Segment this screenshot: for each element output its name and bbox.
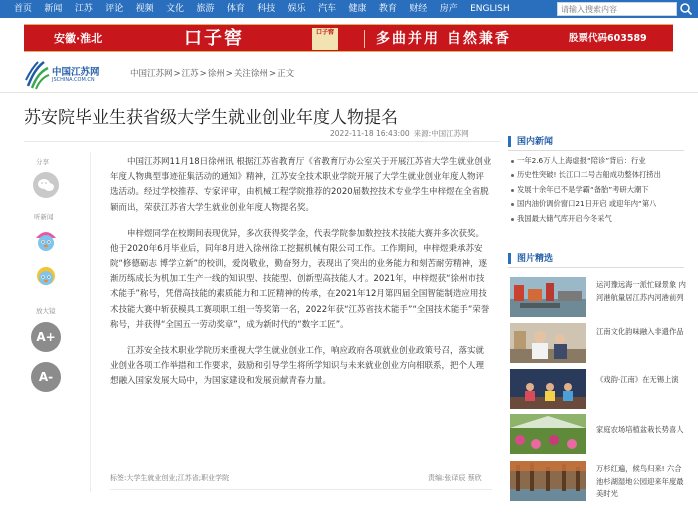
banner-slogan: 多曲并用 自然兼香: [376, 31, 511, 47]
nav-item-video[interactable]: 视频: [135, 4, 154, 14]
article-body: [110, 155, 492, 400]
listen-male-icon: [33, 228, 59, 254]
nav-item-home[interactable]: 首页: [14, 4, 33, 14]
news-list-item[interactable]: 一年2.6万人上海虚报“陪诊”背后：行业: [510, 154, 686, 168]
article-date: 2022-11-18 16:43:00: [330, 129, 410, 138]
photo-caption[interactable]: 家庭农场培植盆栽长势喜人: [596, 425, 684, 434]
font-size-label: 放大镜: [36, 307, 56, 315]
tags-value[interactable]: 大学生就业创业;江苏省;职业学院: [126, 474, 230, 482]
stage-photo-icon: [510, 369, 586, 409]
tags-label: 标签:: [110, 474, 127, 482]
banner-ad[interactable]: [24, 24, 673, 52]
listen-female-voice-button[interactable]: [33, 262, 59, 288]
news-list-item[interactable]: 国内油价调价窗口21日开启 或迎年内“第八: [510, 197, 686, 211]
breadcrumb-item[interactable]: 关注徐州: [233, 69, 268, 79]
font-increase-button[interactable]: A+: [31, 322, 61, 352]
breadcrumb-item[interactable]: 中国江苏网: [130, 69, 173, 79]
photo-caption[interactable]: 万杉红遍，候鸟归来! 六合池杉湖湿地公园迎来年度最美时光: [596, 464, 684, 498]
photo-thumbnail[interactable]: [510, 323, 586, 363]
article-paragraph: 申梓煜同学在校期间表现优异，多次获得奖学金，代表学院参加数控技术技能大赛并多次获奖。他于2020年6月毕业后，同年8月进入徐州徐工挖掘机械有限公司工作。工作期间，申梓煜秉承苏安院“修德砺志 博学立新”的校训，爱岗敬业，勤奋努力，表现出了突出的业务能力和刻苦耐劳精神，逐渐历练成长为机加工生产一线的知识型、技能型、创新型高技能人才。2021年，申梓煜获“徐州市技术能手”称号，凭借高技能的素质能力和工匠精神的传承，在2021年12月第四届全国智能制造应用技术技能大赛中斩获模具工赛项职工组一等奖第一名，2022年获“江苏省技术能手”“全国技术能手”荣誉称号，并获得“全国五一劳动奖章”，成为新时代的“数字工匠”。: [110, 228, 490, 330]
section-marker: [508, 253, 511, 264]
photo-caption[interactable]: 江南文化韵味融入非遗作品: [596, 327, 684, 336]
greenhouse-photo-icon: [510, 414, 586, 454]
listen-male-voice-button[interactable]: [33, 228, 59, 254]
column-divider: [90, 152, 91, 492]
news-list-item[interactable]: 发展十余年已不是学霸“备胎”考研大潮下: [510, 183, 686, 197]
photo-thumbnail[interactable]: [510, 414, 586, 454]
nav-item-realestate[interactable]: 房产: [439, 4, 458, 14]
nav-item-news[interactable]: 新闻: [44, 4, 63, 14]
nav-item-comment[interactable]: 评论: [105, 4, 124, 14]
domestic-news-title[interactable]: 国内新闻: [517, 137, 554, 147]
banner-stock: 股票代码603589: [569, 33, 647, 44]
breadcrumb-item-current: 正文: [277, 69, 295, 79]
domestic-news-list: [510, 154, 686, 226]
editor-label: 责编:: [428, 474, 445, 482]
nav-item-jiangsu[interactable]: 江苏: [74, 4, 93, 14]
breadcrumb-item[interactable]: 徐州: [207, 69, 225, 79]
nav-item-finance[interactable]: 财经: [409, 4, 428, 14]
nav-item-sports[interactable]: 体育: [226, 4, 245, 14]
title-divider: [24, 141, 500, 142]
logo-domain: JSCHINA.COM.CN: [52, 77, 95, 83]
forest-photo-icon: [510, 461, 586, 501]
domestic-news-header: [508, 134, 684, 150]
font-decrease-button[interactable]: A-: [31, 362, 61, 392]
news-list-item[interactable]: 历史性突破! 长江口二号古船成功整体打捞出: [510, 168, 686, 182]
tags-divider: [110, 489, 492, 490]
photo-thumbnail[interactable]: [510, 277, 586, 317]
people-photo-icon: [510, 323, 586, 363]
news-list-item[interactable]: 我国最大储气库开启今冬采气: [510, 212, 686, 226]
photo-thumbnail[interactable]: [510, 369, 586, 409]
nav-item-auto[interactable]: 汽车: [318, 4, 337, 14]
banner-brand: 口子窖: [184, 28, 244, 49]
search-input[interactable]: [557, 2, 677, 16]
editor-value: 张译辰 蔡欣: [444, 474, 482, 482]
nav-item-tech[interactable]: 科技: [257, 4, 276, 14]
nav-item-english[interactable]: ENGLISH: [470, 4, 510, 14]
photo-caption[interactable]: 《戏韵·江南》在无锡上演: [596, 375, 679, 384]
photo-section-title[interactable]: 图片精选: [517, 254, 554, 264]
port-photo-icon: [510, 277, 586, 317]
article-source[interactable]: 中国江苏网: [431, 129, 469, 138]
article-meta: [330, 128, 469, 139]
wechat-share-button[interactable]: [33, 172, 59, 198]
nav-item-culture[interactable]: 文化: [166, 4, 185, 14]
photo-thumbnail[interactable]: [510, 461, 586, 501]
wechat-icon: [33, 172, 59, 198]
photo-caption[interactable]: 运河豫远海一派忙碌景象 内河港航量居江苏内河港前列: [596, 280, 686, 302]
article-paragraph: 中国江苏网11月18日徐州讯 根据江苏省教育厅《省教育厅办公室关于开展江苏省大学生就业创业年度人物典型事迹征集活动的通知》精神，江苏安全技术职业学院开展了大学生就业创业年度人物评选活动。经过学校推荐、专家评审，由机械工程学院推荐的2020届数控技术专业学生申梓煜在全省脱颖而出，荣获江苏省大学生就业创业年度人物提名奖。: [110, 157, 492, 213]
article-paragraph: 江苏安全技术职业学院历来重视大学生就业创业工作，响应政府各项就业创业政策号召，落实就业创业各项工作举措和工作要求，鼓励和引导学生将所学知识与未来就业创业方向相联系，把个人理想融入国家发展大局中，为国家建设和发展贡献青春力量。: [110, 345, 485, 387]
listen-female-icon: [33, 262, 59, 288]
nav-item-health[interactable]: 健康: [348, 4, 367, 14]
listen-label: 听新闻: [34, 213, 54, 221]
logo-mark-icon: [24, 60, 50, 90]
search-icon[interactable]: [679, 2, 693, 16]
section-marker: [508, 136, 511, 147]
nav-item-travel[interactable]: 旅游: [196, 4, 215, 14]
breadcrumb: 中国江苏网>江苏>徐州>关注徐州>正文: [130, 69, 295, 79]
photo-header: [508, 251, 684, 267]
article-editor: [428, 473, 482, 483]
share-label: 分享: [36, 158, 49, 166]
article-source-label: 来源:: [413, 129, 432, 138]
section-underline: [508, 267, 684, 268]
site-logo[interactable]: [24, 60, 124, 90]
banner-divider: [364, 30, 365, 48]
logo-name: 中国江苏网: [52, 67, 100, 78]
top-navbar: [0, 0, 698, 18]
article-title: 苏安院毕业生获省级大学生就业创业年度人物提名: [24, 108, 398, 128]
banner-region: 安徽·淮北: [54, 32, 103, 45]
section-underline: [508, 150, 684, 151]
banner-seal: 口子窖: [312, 28, 338, 50]
breadcrumb-item[interactable]: 江苏: [181, 69, 199, 79]
top-nav-list: [14, 0, 522, 18]
article-tags: [110, 473, 229, 483]
nav-item-entertainment[interactable]: 娱乐: [287, 4, 306, 14]
nav-item-education[interactable]: 教育: [378, 4, 397, 14]
header-divider: [0, 92, 698, 93]
